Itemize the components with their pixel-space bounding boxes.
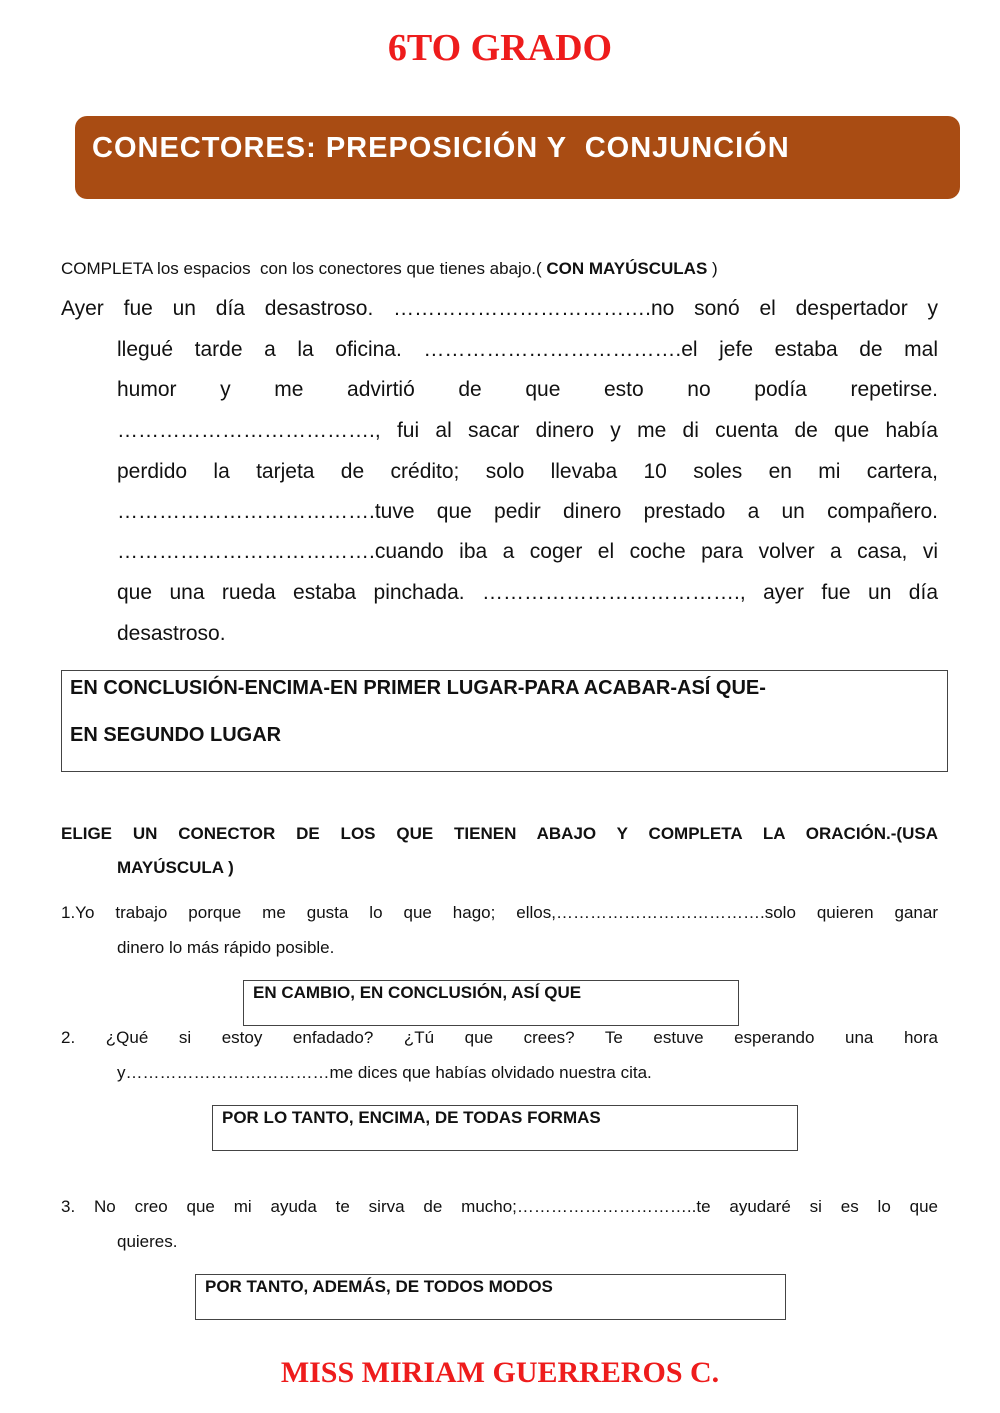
question-3-line: 3. No creo que mi ayuda te sirva de mucho;…………………………..te ayudaré si es lo que <box>61 1197 938 1216</box>
question-2-line: 2. ¿Qué si estoy enfadado? ¿Tú que crees? Te estuve esperando una hora <box>61 1028 938 1047</box>
question-1-line: 1.Yo trabajo porque me gusta lo que hago; ellos,……………………………….solo quieren ganar <box>61 903 938 922</box>
paragraph-line: ………………………………., fui al sacar dinero y me di cuenta de que había <box>117 419 938 442</box>
paragraph-line: llegué tarde a la oficina. ……………………………….el jefe estaba de mal <box>117 338 938 361</box>
options-text: EN CAMBIO, EN CONCLUSIÓN, ASÍ QUE <box>253 983 582 1002</box>
paragraph-line: perdido la tarjeta de crédito; solo llevaba 10 soles en mi cartera, <box>117 460 938 483</box>
options-box-2 <box>212 1105 798 1151</box>
instruction-end-text: ) <box>707 259 718 278</box>
paragraph-line: Ayer fue un día desastroso. ……………………………….no sonó el despertador y <box>61 297 938 320</box>
instruction-choose: ELIGE UN CONECTOR DE LOS QUE TIENEN ABAJO Y COMPLETA LA ORACIÓN.-(USA <box>61 824 938 843</box>
topic-banner <box>75 116 960 199</box>
paragraph-line: ……………………………….cuando iba a coger el coche para volver a casa, vi <box>117 540 938 563</box>
word-bank-line: EN CONCLUSIÓN-ENCIMA-EN PRIMER LUGAR-PARA ACABAR-ASÍ QUE- <box>70 677 766 699</box>
instruction-choose-cont: MAYÚSCULA ) <box>117 858 234 877</box>
instruction-text: COMPLETA los espacios con los conectores que tienes abajo.( <box>61 259 547 278</box>
instruction-bold-text: CON MAYÚSCULAS <box>546 259 708 278</box>
options-text: POR TANTO, ADEMÁS, DE TODOS MODOS <box>205 1277 553 1296</box>
question-1-line: dinero lo más rápido posible. <box>117 938 335 957</box>
options-box-1 <box>243 980 739 1026</box>
paragraph-line: ……………………………….tuve que pedir dinero prestado a un compañero. <box>117 500 938 523</box>
word-bank-line: EN SEGUNDO LUGAR <box>70 724 282 746</box>
options-text: POR LO TANTO, ENCIMA, DE TODAS FORMAS <box>222 1108 601 1127</box>
topic-banner-text: CONECTORES: PREPOSICIÓN Y CONJUNCIÓN <box>92 132 790 164</box>
options-box-3 <box>195 1274 786 1320</box>
author-footer: MISS MIRIAM GUERREROS C. <box>280 1356 720 1389</box>
paragraph-line: humor y me advirtió de que esto no podía repetirse. <box>117 378 938 401</box>
paragraph-line: que una rueda estaba pinchada. ………………………………., ayer fue un día <box>117 581 938 604</box>
paragraph-line: desastroso. <box>117 622 226 645</box>
word-bank-box <box>61 670 948 772</box>
page-title: 6TO GRADO <box>387 27 613 69</box>
question-3-line: quieres. <box>117 1232 178 1251</box>
instruction-complete <box>61 259 718 279</box>
question-2-line: y………………………………me dices que habías olvidado nuestra cita. <box>117 1063 652 1082</box>
